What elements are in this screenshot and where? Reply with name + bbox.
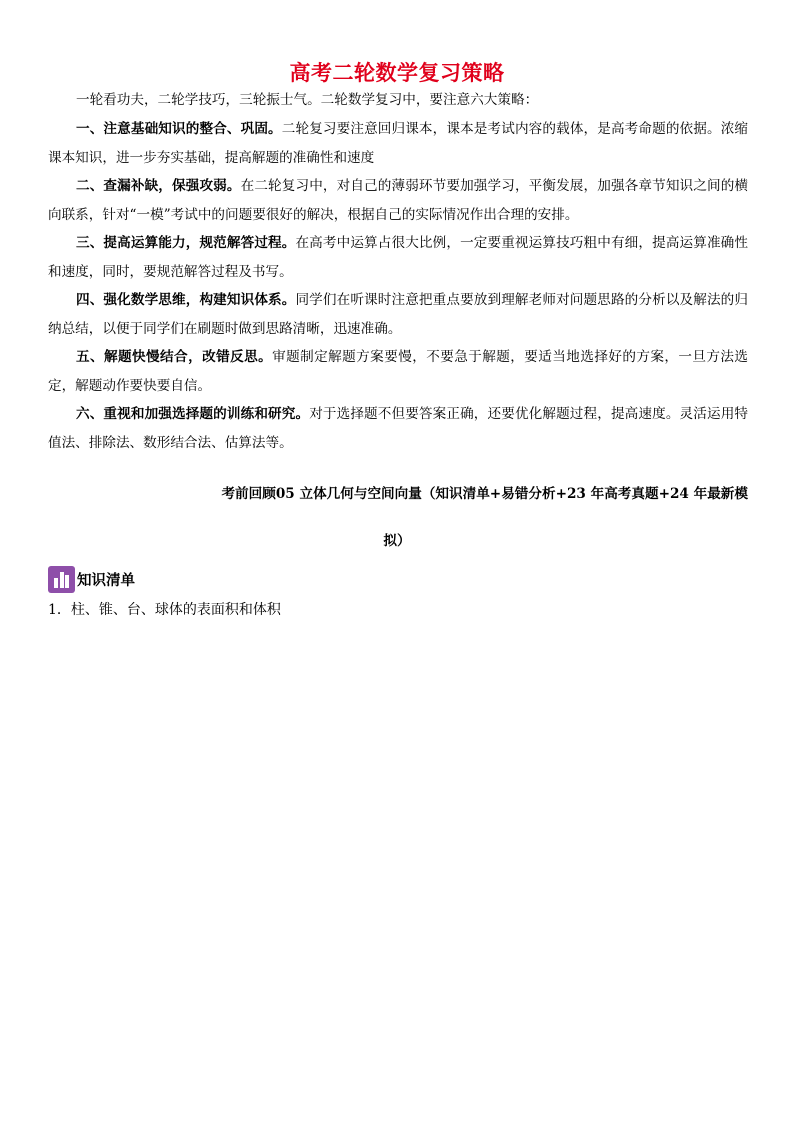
strategy-head-1: 一、注意基础知识的整合、巩固。: [76, 121, 282, 137]
strategy-body-1: 二轮复习要注意回归课本，课本是考试内容的载体，是高考命题的依据。浓缩课本知识，进一步夯实基础，提高解题的准确性和速度: [48, 121, 749, 166]
strategy-paragraph-6: [48, 400, 748, 457]
intro-paragraph: [48, 86, 748, 115]
intro-text: 一轮看功夫，二轮学技巧，三轮振士气。二轮数学复习中，要注意六大策略：: [76, 92, 539, 108]
page-title: 高考二轮数学复习策略: [289, 61, 505, 85]
strategy-paragraph-5: [48, 343, 748, 400]
review-subtitle-cont: 拟）: [383, 533, 411, 549]
list-item-1: 1．柱、锥、台、球体的表面积和体积: [48, 602, 281, 618]
strategy-body-3: 在高考中运算占很大比例，一定要重视运算技巧粗中有细，提高运算准确性和速度，同时，要规范解答过程及书写。: [48, 235, 748, 280]
strategy-body-5: 审题制定解题方案要慢，不要急于解题，要适当地选择好的方案，一旦方法选定，解题动作要快要自信。: [48, 349, 749, 394]
review-subtitle: 考前回顾05 立体几何与空间向量（知识清单+易错分析+23 年高考真题+24 年最新模: [221, 486, 748, 502]
strategy-body-4: 同学们在听课时注意把重点要放到理解老师对问题思路的分析以及解法的归纳总结，以便于同学们在刷题时做到思路清晰，迅速准确。: [48, 292, 748, 337]
bar-chart-icon: [48, 566, 75, 593]
strategy-head-5: 五、解题快慢结合，改错反思。: [76, 349, 273, 365]
strategy-head-2: 二、查漏补缺，保强攻弱。: [76, 178, 241, 194]
strategy-paragraph-2: [48, 172, 748, 229]
strategy-body-2: 在二轮复习中，对自己的薄弱环节要加强学习，平衡发展，加强各章节知识之间的横向联系，针对“一模”考试中的问题要很好的解决，根据自己的实际情况作出合理的安排。: [48, 178, 749, 223]
strategy-head-6: 六、重视和加强选择题的训练和研究。: [76, 406, 310, 422]
strategy-head-4: 四、强化数学思维，构建知识体系。: [76, 292, 296, 308]
section-header-knowledge: [48, 565, 135, 593]
strategy-paragraph-4: [48, 286, 748, 343]
strategy-paragraph-3: [48, 229, 748, 286]
strategy-paragraph-1: [48, 115, 748, 172]
strategy-head-3: 三、提高运算能力，规范解答过程。: [76, 235, 296, 251]
section-label: 知识清单: [77, 571, 135, 589]
strategy-body-6: 对于选择题不但要答案正确，还要优化解题过程，提高速度。灵活运用特值法、排除法、数形结合法、估算法等。: [48, 406, 748, 451]
